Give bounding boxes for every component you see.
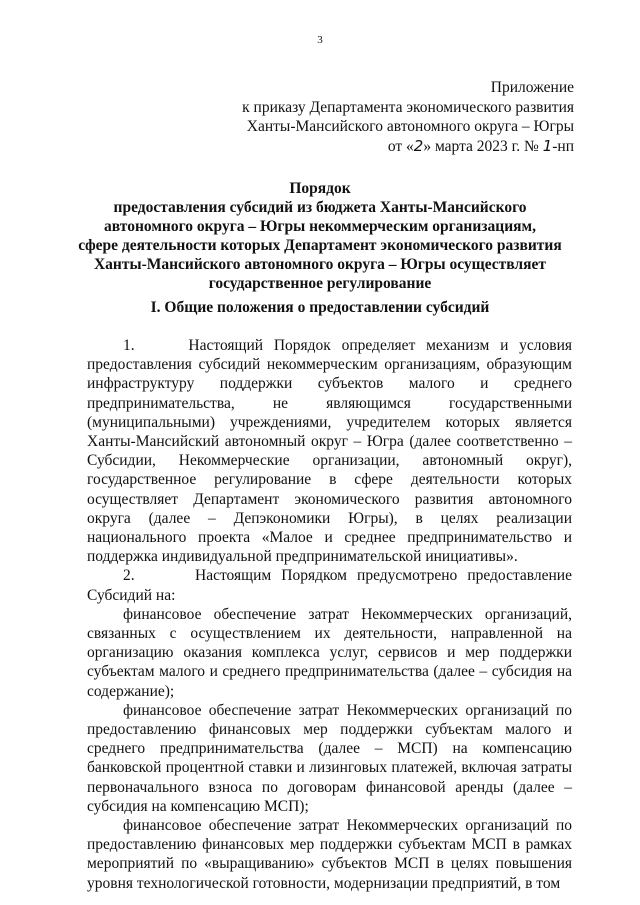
title-line-4: сфере деятельности которых Департамент экономического развития: [78, 237, 562, 254]
appendix-label: Приложение: [490, 79, 574, 96]
appendix-region: Ханты-Мансийского автономного округа – Югры: [246, 118, 574, 135]
handwritten-order-number: 1: [542, 136, 553, 155]
title-line-3: автономного округа – Югры некоммерческим организациям,: [104, 218, 536, 235]
appendix-order-ref: к приказу Департамента экономического развития: [242, 98, 574, 116]
date-middle: » марта 2023 г. №: [423, 137, 543, 155]
body-text: [87, 336, 572, 893]
paragraph-1: 1. Настоящий Порядок определяет механизм и условия предоставления субсидий некоммерческим организациям, образующим инфраструктуру поддержки субъектов малого и среднего предпринимательства, не являющимся государственными (муниципальными) учреждениями, учредителем которых является Ханты-Мансийский автономный округ – Югра (далее соответственно – Субсидии, Некоммерческие организации, автономный округ), государственное регулирование в сфере деятельности которых осуществляет Департамент экономического развития автономного округа (далее – Депэкономики Югры), в целях реализации национального проекта «Малое и среднее предпринимательство и поддержка индивидуальной предпринимательской инициативы».: [87, 337, 572, 566]
page-number: 3: [317, 34, 323, 46]
title-line-5: Ханты-Мансийского автономного округа – Югры осуществляет: [93, 256, 547, 273]
subsidy-item-compensation: финансовое обеспечение затрат Некоммерческих организаций по предоставлению финансовых мер поддержки субъектам малого и среднего предпринимательства (далее – МСП) на компенсацию банковской процентной ставки и лизинговых платежей, включая затраты первоначального взноса по договорам финансовой аренды (далее – субсидия на компенсацию МСП);: [87, 701, 572, 815]
subsidy-item-growth: финансовое обеспечение затрат Некоммерческих организаций по предоставлению финансовых мер поддержки субъектам МСП в рамках мероприятий по «выращиванию» субъектов МСП в целях повышения уровня технологической готовности, модернизации предприятий, в том: [87, 817, 572, 892]
appendix-date-line: [242, 137, 574, 157]
title-line-2: предоставления субсидий из бюджета Ханты-Мансийского: [113, 199, 527, 216]
section-heading: I. Общие положения о предоставлении субсидий: [150, 299, 490, 316]
subsidy-item-maintenance: финансовое обеспечение затрат Некоммерческих организаций, связанных с осуществлением их деятельности, направленной на организацию оказания комплекса услуг, сервисов и мер поддержки субъектам малого и среднего предпринимательства (далее – субсидия на содержание);: [87, 605, 572, 700]
handwritten-day: 2: [413, 136, 424, 155]
appendix-header: [242, 78, 574, 156]
title-line-6: государственное регулирование: [208, 275, 432, 292]
order-suffix: -нп: [552, 137, 574, 155]
date-prefix: от «: [387, 137, 414, 155]
title-line-1: Порядок: [289, 180, 351, 197]
paragraph-2: 2. Настоящим Порядком предусмотрено предоставление Субсидий на:: [87, 567, 572, 604]
document-title: [60, 179, 580, 293]
